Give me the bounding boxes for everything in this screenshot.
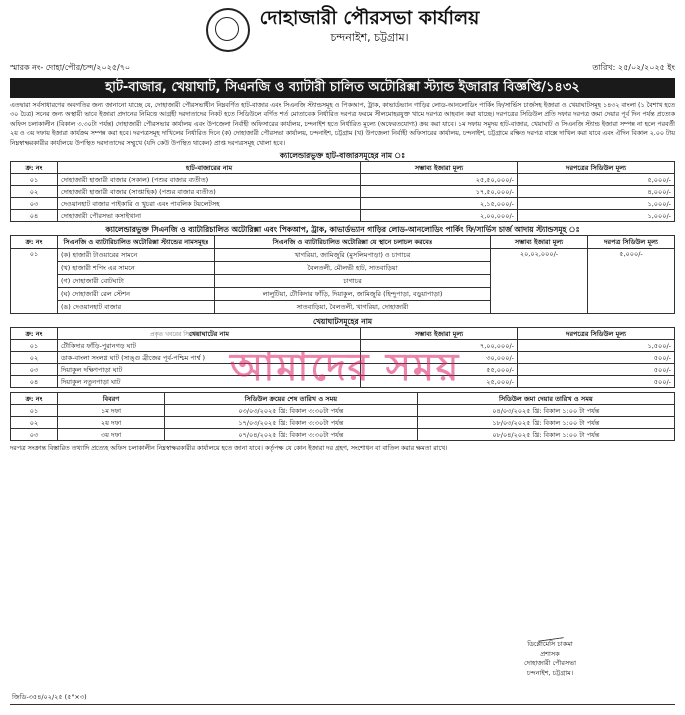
cell-price: ২,০০,০০০/- (361, 210, 518, 222)
col-schedule: দরপত্রের সিডিউল মূল্য (518, 328, 675, 340)
cell-schedule: ১,০০০/- (518, 210, 675, 222)
col-route: সিএনজি ও ব্যাটারিচালিত অটোরিক্সা যে স্থানে চলাচল করবেঃ (215, 236, 491, 249)
col-price: সম্ভাব্য ইজারা মূল্য (361, 162, 518, 174)
intro-paragraph: এতদ্বারা সর্বসাধারণের অবগতির জন্য জানানো যাচ্ছে যে, দোহাজারী পৌরসভাধীন নিম্নবর্ণিত হাট-বাজার এবং সিএনজি স্ট্যান্ডসমূহ ও পিকআপ, ট্রাক, কাভার্ডভ্যান গাড়ির লোড-আনলোডিং পার্কিং ফি/সার্ভিস চার্জসহ ইজারা ও খেয়াঘাটসমূহ ১৪৩২ বাংলা (১ বৈশাখ হতে ৩০ চৈত্র) সনের জন্য অস্থায়ী ভাবে ইজারা প্রদানের নিমিত্তে আগ্রহী দরদাতাদের নিকট হতে সিডিউলে বর্ণিত শর্ত মোতাবেক নির্ধারিত দরপত্র ফরমে সীলমোহরযুক্ত খামে দরপত্র আহবান করা যাচ্ছে। দরপত্রের সিডিউল প্রতি দফার দরপত্র জমা দেয়ার পূর্ব দিন পর্যন্ত প্রত্যেক অফিস চলাকালীন (বিকাল ৩.৩০টা পর্যন্ত) দোহাজারী পৌরসভার কার্যালয় এবং উপজেলা নির্বাহী অফিসারের কার্যালয়, চন্দনাইশ হতে নির্ধারিত মূল্যে (অফেরতযোগ্য) ক্রয় করা যাবে। ১ম দফায় সমুদয় হাট-বাজার, খেয়াঘাট ও সিএনজি স্ট্যান্ড ইজারা সম্পন্ন না হলে পরবর্তী ২য় ও ৩য় দফায় ইজারা কার্যক্রম সম্পন্ন করা হবে। দরপত্রসমূহ দাখিলের নির্ধারিত দিনে (ক) দোহাজারী পৌরসভা কার্যালয়, চন্দনাইশ, চট্টগ্রাম (খ) উপজেলা নির্বাহী অফিসারের কার্যালয়, চন্দনাইশ, চট্টগ্রামে রক্ষিত দরপত্র বাক্সে দাখিল করা যাবে এবং ঐদিন বিকাল ২.০০ টায় নিম্নস্বাক্ষরকারীর কার্যালয়ে উপস্থিত দরদাতাদের সম্মুখে (যদি কেউ উপস্থিত থাকেন) প্রাপ্ত দরপত্রসমূহ খোলা হবে। (10, 102, 675, 147)
col-round: বিবরণ (58, 393, 165, 405)
cell-round: ২য় দফা (58, 417, 165, 429)
municipality-seal-icon (206, 8, 250, 52)
cell-price: ৩০,০০০/- (361, 352, 518, 364)
cell-stand: (গ) দোহাজারী বোটঘাটা (58, 275, 215, 288)
cell-schedule: ১,০০০/- (518, 198, 675, 210)
cell-price: ২৫,৫০,০০০/- (361, 174, 518, 186)
cell-purchase: ১৭/০৩/২০২৫ খ্রি: বিকাল ৩:৩০টা পর্যন্ত (165, 417, 418, 429)
cell-round: ৩য় দফা (58, 429, 165, 441)
cell-stand: (ক) হাজারী টাওয়ারের সামনে (58, 249, 215, 262)
signatory-place: চন্দনাইশ, চট্টগ্রাম। (526, 668, 574, 677)
cell-schedule: ৫,০০০/- (518, 174, 675, 186)
notice-banner: হাট-বাজার, খেয়াঘাট, সিএনজি ও ব্যাটারী চালিত অটোরিক্সা স্ট্যান্ড ইজারার বিজ্ঞপ্তি/১৪৩২ (10, 78, 675, 98)
table-row (11, 429, 675, 441)
section1-title: ক্যালেন্ডারভুক্ত হাট-বাজারসমূহের নাম ঃ (279, 151, 406, 161)
title-block (260, 6, 480, 46)
table-row (11, 417, 675, 429)
table-row (11, 405, 675, 417)
cell-name: দোহাজারী পৌরসভা কসাইখানা (58, 210, 361, 222)
col-price: সম্ভাব্য ইজারা মূল্য (491, 236, 588, 249)
cell-schedule: ৫০০/- (518, 352, 675, 364)
cell-name: দোহাজারী হাজারী বাজার (সকাল) (পশুর বাজার ব্যতীত) (58, 174, 361, 186)
cell-route: বৈলতলী, মৌলভী হাট, সাতবাড়িয়া (215, 262, 491, 275)
signature-block (485, 625, 615, 678)
cell-serial: ০২ (11, 417, 58, 429)
cell-price: ১৭,৫০,০০০/- (361, 186, 518, 198)
section2-title: ক্যালেন্ডারভুক্ত সিএনজি ও ব্যাটারিচালিত অটোরিক্সা এবং পিকআপ, ট্রাক, কাভার্ডভ্যান গাড়ির লোড-আনলোডিং পার্কিং ফি/সার্ভিস চার্জ আদায় স্ট্যান্ডসমূহ ঃ (105, 225, 580, 235)
col-serial: ক্র: নং (11, 328, 58, 340)
cell-name: ডাক-বাংলা সংলগ্ন ঘাট (সাঙ্গু ব্রীজের পূর্ব-পশ্চিম পার্শ্ব ) (58, 352, 361, 364)
signature-icon (536, 623, 564, 641)
cell-schedule: ৫০০/- (518, 376, 675, 388)
stand-table (10, 235, 675, 314)
org-address: চন্দনাইশ, চট্টগ্রাম। (330, 31, 409, 44)
cell-submit: ১৮/০৩/২০২৫ খ্রি: বিকাল ১:০০ টা পর্যন্ত (417, 417, 674, 429)
section3-title: খেয়াঘাটসমূহের নাম (312, 317, 373, 327)
table-header-row (11, 162, 675, 174)
notice-date: তারিখ: ২৫/০২/২০২৫ ইং (592, 63, 675, 72)
bottom-divider (10, 704, 675, 705)
footer-note: দরপত্র সংক্রান্ত বিস্তারিত তথ্যাদি প্রত্যেহ অফিস চলাকালীন নিম্নস্বাক্ষরকারীর কার্যালয়ে হতে জানা যাবে। কর্তৃপক্ষ যে কোন ইজারা দর গ্রহণ, সংশোধন বা বাতিল করার ক্ষমতা রাখে। (10, 445, 448, 453)
table-header-row (11, 236, 675, 249)
cell-round: ১ম দফা (58, 405, 165, 417)
cell-serial: ০২ (11, 352, 58, 364)
cell-stand: (খ) হাজারী শপিং এর সামনে (58, 262, 215, 275)
cell-serial: ০২ (11, 186, 58, 198)
cell-route: লালুটিয়া, টৌকিদার ফাঁড়ি, দিয়াকুল, জামিজুরি (হিন্দুপাড়া, বড়ুয়াপাড়া) (215, 288, 491, 301)
table-row (11, 198, 675, 210)
signatory-org: দোহাজারী পৌরসভা (524, 659, 576, 667)
col-price: সম্ভাব্য ইজারা মূল্য (361, 328, 518, 340)
reference-line (10, 62, 675, 74)
col-submit: সিডিউল জমা দেয়ার তারিখ ও সময় (417, 393, 674, 405)
cell-stand: (ঙ) দেওয়ানহাট বাজার (58, 301, 215, 314)
col-serial: ক্র: নং (11, 236, 58, 249)
col-serial: ক্র: নং (11, 393, 58, 405)
cell-schedule: ১,৫০০/- (518, 340, 675, 352)
cell-purchase: ০৭/০৪/২০২৫ খ্রি: বিকাল ৩:৩০টা পর্যন্ত (165, 429, 418, 441)
cell-serial: ০৩ (11, 429, 58, 441)
cell-name: দেওয়ানহাট বাজার পাইকারি ও খুচরা এবং পাবলিক টয়লেটসহ (58, 198, 361, 210)
cell-name: দিয়াকুল দক্ষিণপাড়া ঘাট (58, 364, 361, 376)
cell-price: ২০,০২,০০০/- (491, 249, 588, 314)
cell-price: ২৫,০০০/- (361, 376, 518, 388)
market-table (10, 161, 675, 222)
col-serial: ক্র: নং (11, 162, 58, 174)
gd-number: জিডি-৩৫৪/০২/২৫ (৫"×৩) (12, 693, 87, 701)
memo-number: স্মারক নং- দোহা/পৌর/চন্দ/২০২৫/৭০ (10, 63, 131, 72)
cell-serial: ০৩ (11, 364, 58, 376)
cell-submit: ০৮/০৪/২০২৫ খ্রি: বিকাল ১:০০ টা পর্যন্ত (417, 429, 674, 441)
col-schedule: দরপত্রের সিডিউল মূল্য (518, 162, 675, 174)
cell-price: ৭,০০,০০০/- (361, 340, 518, 352)
cell-stand: (ঘ) দোহাজারী রেল স্টেশন (58, 288, 215, 301)
signatory-title: প্রশাসক (540, 649, 560, 658)
cell-name: টৌকিদার ফাঁড়ি-পুরানগড় ঘাট (58, 340, 361, 352)
cell-schedule: ৪,০০০/- (518, 186, 675, 198)
col-name: হাট-বাজারের নাম (58, 162, 361, 174)
org-title: দোহাজারী পৌরসভা কার্যালয় (259, 7, 480, 29)
table-row (11, 174, 675, 186)
cell-serial: ০৪ (11, 210, 58, 222)
cell-route: খাগরিয়া, জামিজুরি (মুসলিমপাড়া) ও চাগাচর (215, 249, 491, 262)
header (10, 6, 675, 56)
table-row (11, 210, 675, 222)
watermark: আমাদের সময় (230, 345, 461, 389)
cell-serial: ০১ (11, 174, 58, 186)
cell-name: দোহাজারী হাজারী বাজার (সাপ্তাহিক) (পশুর বাজার ব্যতীত) (58, 186, 361, 198)
cell-price: ৫৫,০০০/- (361, 364, 518, 376)
watermark-tagline: প্রকৃত খবরের সিদ্ধান্ত (150, 331, 200, 338)
col-purchase: সিডিউল ক্রয়ের শেষ তারিখ ও সময় (165, 393, 418, 405)
table-row (11, 249, 675, 262)
signatory-name: ডিপ্লোমেসি চাকমা (527, 640, 573, 648)
col-name: খেয়াঘাটের নাম (58, 328, 361, 340)
cell-route: সাতবাড়িয়া, বৈলতলী, খাগরিয়া, দোহাজারী (215, 301, 491, 314)
cell-schedule: ৫,০০০/- (588, 249, 675, 314)
cell-serial: ০৪ (11, 376, 58, 388)
cell-serial: ০১ (11, 249, 58, 314)
col-stand: সিএনজি ও ব্যাটারিচালিত অটোরিক্সা স্ট্যান্ডের নামসমূহঃ (58, 236, 215, 249)
table-row (11, 186, 675, 198)
cell-name: দিয়াকুল নতুনপাড়া ঘাট (58, 376, 361, 388)
cell-schedule: ৫০০/- (518, 364, 675, 376)
cell-purchase: ০৩/০৩/২০২৫ খ্রি: বিকাল ৩:৩০টা পর্যন্ত (165, 405, 418, 417)
cell-submit: ০৪/০৩/২০২৫ খ্রি: বিকাল ১:০০ টা পর্যন্ত (417, 405, 674, 417)
cell-route: চাগাচর (215, 275, 491, 288)
cell-serial: ০১ (11, 405, 58, 417)
cell-serial: ০১ (11, 340, 58, 352)
cell-serial: ০৩ (11, 198, 58, 210)
cell-price: ২,১৫,০০০/- (361, 198, 518, 210)
col-schedule: দরপত্র সিডিউল মূল্য (588, 236, 675, 249)
